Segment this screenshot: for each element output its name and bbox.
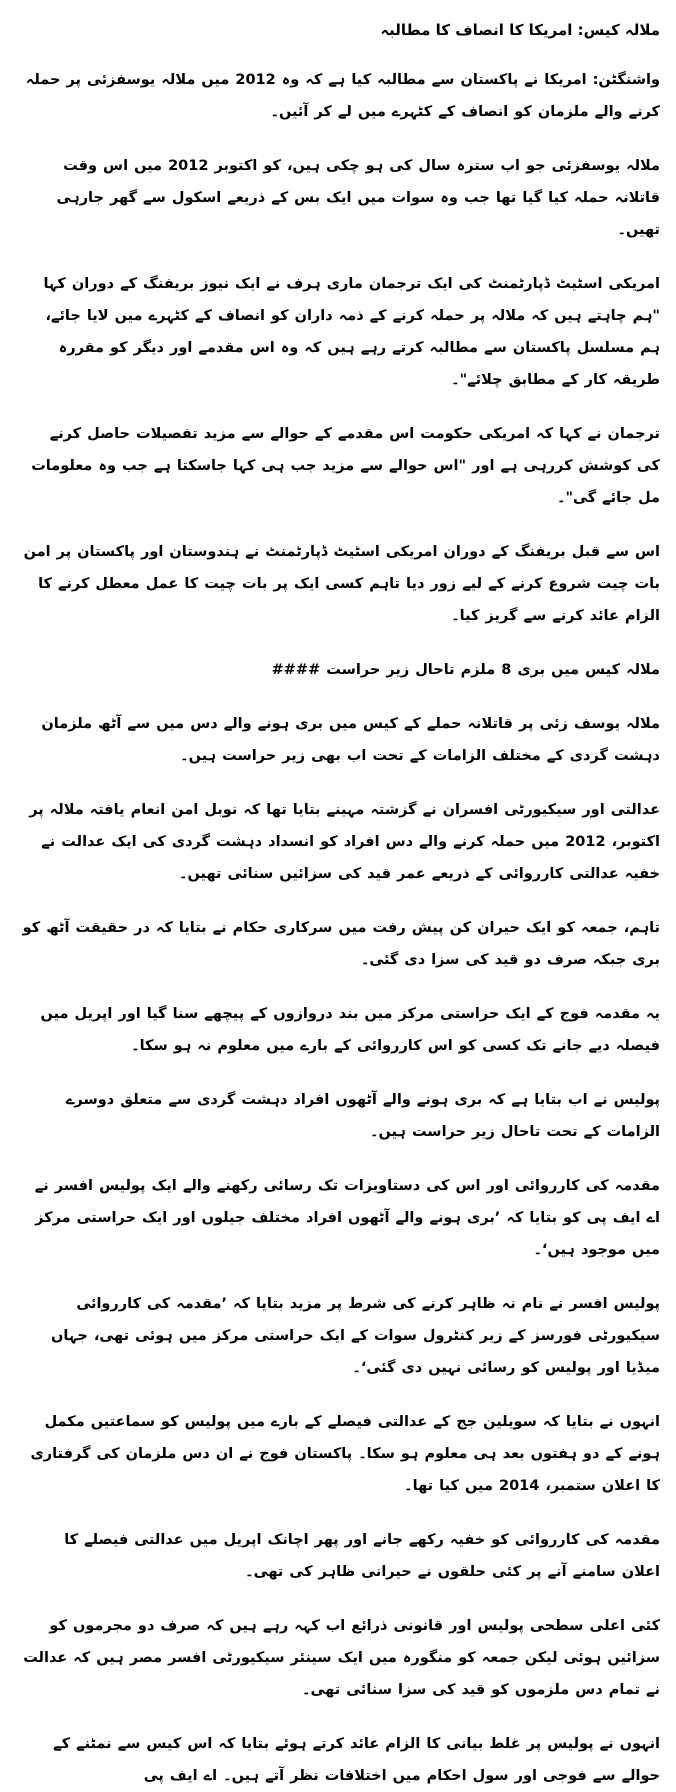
section-heading: ملالہ کیس میں بری 8 ملزم تاحال زیر حراست #### xyxy=(271,662,660,678)
paragraph: یہ مقدمہ فوج کے ایک حراستی مرکز میں بند دروازوں کے پیچھے سنا گیا اور اپریل میں فیصلہ دیے جانے تک کسی کو اس کارروائی کے بارے میں معلوم نہ ہو سکا۔ xyxy=(40,1006,660,1054)
paragraph: مقدمہ کی کارروائی کو خفیہ رکھے جانے اور پھر اچانک اپریل میں عدالتی فیصلے کا اعلان سامنے آنے پر کئی حلقوں نے حیرانی ظاہر کی تھی۔ xyxy=(64,1532,660,1580)
paragraph: مقدمہ کی کارروائی اور اس کی دستاویزات تک رسائی رکھنے والے ایک پولیس افسر نے اے ایف پی کو بتایا کہ ’بری ہونے والے آٹھوں افراد مختلف جیلوں اور ایک حراستی مرکز میں موجود ہیں‘۔ xyxy=(34,1178,660,1258)
article-title: ملالہ کیس: امریکا کا انصاف کا مطالبہ xyxy=(380,21,660,39)
paragraph: انہوں نے بتایا کہ سویلین جج کے عدالتی فیصلے کے بارے میں پولیس کو سماعتیں مکمل ہونے کے دو ہفتوں بعد ہی معلوم ہو سکا۔ پاکستان فوج نے ان دس ملزمان کی گرفتاری کا اعلان ستمبر، 2014 میں کیا تھا۔ xyxy=(30,1414,660,1494)
paragraph-dateline: واشنگٹن: امریکا نے پاکستان سے مطالبہ کیا ہے کہ وہ 2012 میں ملالہ یوسفزئی پر حملہ کرنے والے ملزمان کو انصاف کے کٹہرے میں لے کر آئیں۔ xyxy=(25,72,660,120)
paragraph: پولیس افسر نے نام نہ ظاہر کرنے کی شرط پر مزید بتایا کہ ’مقدمہ کی کارروائی سیکیورٹی فورسز کے زیر کنٹرول سوات کے ایک حراستی مرکز میں ہوئی تھی، جہاں میڈیا اور پولیس کو رسائی نہیں دی گئی‘۔ xyxy=(51,1296,660,1376)
paragraph: ترجمان نے کہا کہ امریکی حکومت اس مقدمے کے حوالے سے مزید تفصیلات حاصل کرنے کی کوشش کررہی ہے اور "اس حوالے سے مزید جب ہی کہا جاسکتا ہے جب وہ معلومات مل جائے گی"۔ xyxy=(31,426,660,506)
paragraph: کئی اعلی سطحی پولیس اور قانونی ذرائع اب کہہ رہے ہیں کہ صرف دو مجرموں کو سزائیں ہوئی لیکن جمعہ کو منگورہ میں ایک سینئر سیکیورٹی افسر مصر ہیں کہ عدالت نے تمام دس ملزموں کو قید کی سزا سنائی تھی۔ xyxy=(23,1618,660,1698)
paragraph: عدالتی اور سیکیورٹی افسران نے گزشتہ مہینے بتایا تھا کہ نوبل امن انعام یافتہ ملالہ پر اکتوبر، 2012 میں حملہ کرنے والے دس افراد کو انسداد دہشت گردی کی ایک عدالت نے خفیہ عدالتی کارروائی کے ذریعے عمر قید کی سزائیں سنائی تھیں۔ xyxy=(29,802,660,882)
paragraph-closing: انہوں نے پولیس پر غلط بیانی کا الزام عائد کرتے ہوئے بتایا کہ اس کیس سے نمٹنے کے حوالے سے فوجی اور سول احکام میں اختلافات نظر آتے ہیں۔ اے ایف پی xyxy=(53,1736,660,1784)
paragraph: پولیس نے اب بتایا ہے کہ بری ہونے والے آٹھوں افراد دہشت گردی سے متعلق دوسرے الزامات کے تحت تاحال زیر حراست ہیں۔ xyxy=(65,1092,660,1140)
paragraph: تاہم، جمعہ کو ایک حیران کن پیش رفت میں سرکاری حکام نے بتایا کہ در حقیقت آٹھ کو بری جبکہ صرف دو قید کی سزا دی گئی۔ xyxy=(22,920,660,968)
paragraph: ملالہ یوسفزئی جو اب سترہ سال کی ہو چکی ہیں، کو اکتوبر 2012 میں اس وقت قاتلانہ حملہ کیا گیا تھا جب وہ سوات میں ایک بس کے ذریعے اسکول سے گھر جارہی تھیں۔ xyxy=(56,158,660,238)
paragraph: امریکی اسٹیٹ ڈپارٹمنٹ کی ایک ترجمان ماری ہرف نے ایک نیوز بریفنگ کے دوران کہا "ہم چاہتے ہیں کہ ملالہ پر حملہ کرنے کے ذمہ داران کو انصاف کے کٹہرے میں لایا جائے، ہم مسلسل پاکستان سے مطالبہ کرتے رہے ہیں کہ وہ اس مقدمے اور دیگر کو مقررہ طریقہ کار کے مطابق چلائے"۔ xyxy=(43,276,660,388)
paragraph: ملالہ یوسف زئی پر قاتلانہ حملے کے کیس میں بری ہونے والے دس میں سے آٹھ ملزمان دہشت گردی کے مختلف الزامات کے تحت اب بھی زیر حراست ہیں۔ xyxy=(41,716,660,764)
paragraph: اس سے قبل بریفنگ کے دوران امریکی اسٹیٹ ڈپارٹمنٹ نے ہندوستان اور پاکستان پر امن بات چیت شروع کرنے کے لیے زور دیا تاہم کسی ایک پر بات چیت کا عمل معطل کرنے کا الزام عائد کرنے سے گریز کیا۔ xyxy=(23,544,660,624)
